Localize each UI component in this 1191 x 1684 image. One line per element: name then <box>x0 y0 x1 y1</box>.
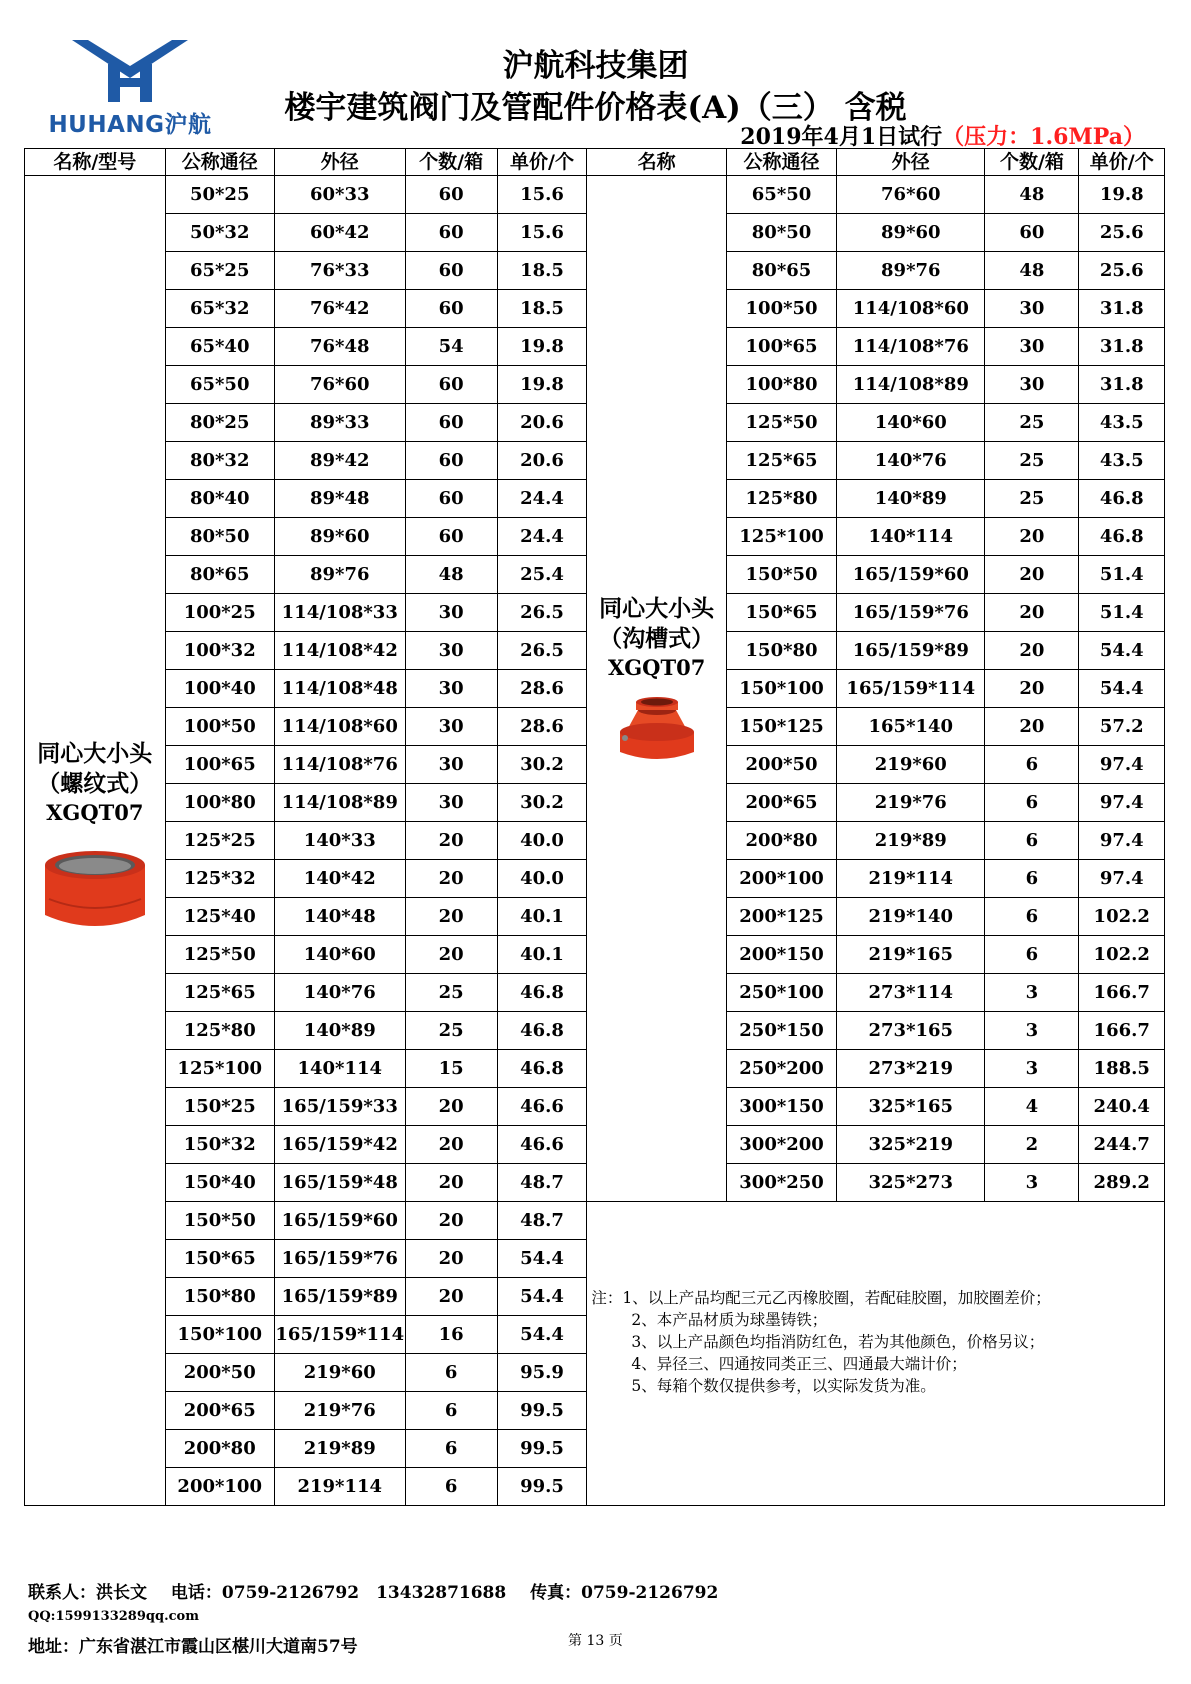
qty-per-box: 16 <box>405 1316 497 1354</box>
unit-price: 46.6 <box>497 1088 587 1126</box>
qty-per-box: 6 <box>985 784 1079 822</box>
outer-diameter: 114/108*60 <box>837 290 985 328</box>
contact-line <box>28 1578 736 1603</box>
nominal-size: 100*50 <box>726 290 836 328</box>
outer-diameter: 165/159*114 <box>837 670 985 708</box>
qty-per-box: 6 <box>985 898 1079 936</box>
nominal-size: 250*200 <box>726 1050 836 1088</box>
nominal-size: 300*150 <box>726 1088 836 1126</box>
unit-price: 31.8 <box>1079 366 1165 404</box>
nominal-size: 125*25 <box>165 822 274 860</box>
price-table <box>24 148 1165 1506</box>
outer-diameter: 165/159*33 <box>274 1088 405 1126</box>
qty-per-box: 20 <box>405 1088 497 1126</box>
unit-price: 57.2 <box>1079 708 1165 746</box>
table-header-row <box>25 149 1165 176</box>
nominal-size: 80*65 <box>165 556 274 594</box>
unit-price: 18.5 <box>497 290 587 328</box>
outer-diameter: 273*219 <box>837 1050 985 1088</box>
grooved-reducer-image <box>587 694 726 784</box>
nominal-size: 200*80 <box>165 1430 274 1468</box>
nominal-size: 150*125 <box>726 708 836 746</box>
threaded-reducer-image <box>25 839 165 943</box>
nominal-size: 100*80 <box>165 784 274 822</box>
unit-price: 24.4 <box>497 480 587 518</box>
outer-diameter: 114/108*89 <box>274 784 405 822</box>
unit-price: 15.6 <box>497 214 587 252</box>
qty-per-box: 20 <box>405 1164 497 1202</box>
col-header: 外径 <box>837 149 985 176</box>
qty-per-box: 6 <box>985 936 1079 974</box>
nominal-size: 50*25 <box>165 176 274 214</box>
unit-price: 25.6 <box>1079 214 1165 252</box>
nominal-size: 100*50 <box>165 708 274 746</box>
table-row <box>25 1202 1165 1240</box>
qty-per-box: 20 <box>405 898 497 936</box>
qty-per-box: 30 <box>405 746 497 784</box>
outer-diameter: 89*76 <box>274 556 405 594</box>
outer-diameter: 219*140 <box>837 898 985 936</box>
unit-price: 31.8 <box>1079 328 1165 366</box>
unit-price: 31.8 <box>1079 290 1165 328</box>
unit-price: 40.0 <box>497 822 587 860</box>
qty-per-box: 20 <box>405 936 497 974</box>
qty-per-box: 6 <box>985 860 1079 898</box>
qty-per-box: 6 <box>405 1392 497 1430</box>
col-header: 公称通径 <box>726 149 836 176</box>
qty-per-box: 30 <box>405 594 497 632</box>
unit-price: 102.2 <box>1079 936 1165 974</box>
col-header: 单价/个 <box>497 149 587 176</box>
product-name: 同心大小头 <box>599 594 715 622</box>
outer-diameter: 140*60 <box>274 936 405 974</box>
outer-diameter: 325*165 <box>837 1088 985 1126</box>
note-line: 3、以上产品颜色均指消防红色，若为其他颜色，价格另议； <box>631 1333 1045 1351</box>
nominal-size: 150*80 <box>165 1278 274 1316</box>
qty-per-box: 3 <box>985 1012 1079 1050</box>
unit-price: 43.5 <box>1079 404 1165 442</box>
outer-diameter: 165/159*42 <box>274 1126 405 1164</box>
unit-price: 46.6 <box>497 1126 587 1164</box>
qty-per-box: 6 <box>405 1354 497 1392</box>
contact-person: 联系人：洪长文 <box>28 1583 147 1603</box>
qty-per-box: 60 <box>405 176 497 214</box>
unit-price: 97.4 <box>1079 784 1165 822</box>
qty-per-box: 20 <box>405 1202 497 1240</box>
qty-per-box: 6 <box>405 1468 497 1506</box>
nominal-size: 125*100 <box>165 1050 274 1088</box>
nominal-size: 100*25 <box>165 594 274 632</box>
unit-price: 54.4 <box>497 1240 587 1278</box>
outer-diameter: 140*76 <box>837 442 985 480</box>
qty-per-box: 20 <box>985 670 1079 708</box>
effective-date: 2019年4月1日试行 <box>740 124 943 150</box>
unit-price: 46.8 <box>1079 518 1165 556</box>
qty-per-box: 20 <box>405 822 497 860</box>
outer-diameter: 76*60 <box>274 366 405 404</box>
qty-per-box: 20 <box>405 1240 497 1278</box>
unit-price: 30.2 <box>497 746 587 784</box>
company-title: 沪航科技集团 <box>502 48 689 84</box>
unit-price: 46.8 <box>497 974 587 1012</box>
nominal-size: 150*25 <box>165 1088 274 1126</box>
outer-diameter: 114/108*76 <box>837 328 985 366</box>
outer-diameter: 89*48 <box>274 480 405 518</box>
nominal-size: 100*40 <box>165 670 274 708</box>
notes-cell <box>587 1202 1165 1506</box>
outer-diameter: 89*42 <box>274 442 405 480</box>
qty-per-box: 20 <box>985 594 1079 632</box>
nominal-size: 300*250 <box>726 1164 836 1202</box>
qty-per-box: 60 <box>405 518 497 556</box>
outer-diameter: 273*165 <box>837 1012 985 1050</box>
qty-per-box: 60 <box>405 252 497 290</box>
nominal-size: 200*65 <box>726 784 836 822</box>
outer-diameter: 140*42 <box>274 860 405 898</box>
outer-diameter: 165/159*89 <box>837 632 985 670</box>
unit-price: 188.5 <box>1079 1050 1165 1088</box>
col-header: 名称 <box>587 149 727 176</box>
outer-diameter: 114/108*33 <box>274 594 405 632</box>
unit-price: 40.1 <box>497 936 587 974</box>
outer-diameter: 219*76 <box>837 784 985 822</box>
unit-price: 97.4 <box>1079 822 1165 860</box>
contact-fax: 传真：0759-2126792 <box>530 1583 719 1603</box>
col-header: 公称通径 <box>165 149 274 176</box>
product-code: XGQT07 <box>46 799 144 825</box>
outer-diameter: 89*76 <box>837 252 985 290</box>
nominal-size: 125*65 <box>165 974 274 1012</box>
nominal-size: 150*100 <box>726 670 836 708</box>
outer-diameter: 165/159*60 <box>274 1202 405 1240</box>
outer-diameter: 325*273 <box>837 1164 985 1202</box>
nominal-size: 150*50 <box>165 1202 274 1240</box>
outer-diameter: 165/159*76 <box>274 1240 405 1278</box>
nominal-size: 100*80 <box>726 366 836 404</box>
unit-price: 102.2 <box>1079 898 1165 936</box>
qty-per-box: 60 <box>405 404 497 442</box>
outer-diameter: 76*48 <box>274 328 405 366</box>
outer-diameter: 76*60 <box>837 176 985 214</box>
unit-price: 289.2 <box>1079 1164 1165 1202</box>
nominal-size: 80*50 <box>726 214 836 252</box>
nominal-size: 125*40 <box>165 898 274 936</box>
qty-per-box: 6 <box>985 822 1079 860</box>
unit-price: 99.5 <box>497 1430 587 1468</box>
qty-per-box: 60 <box>405 214 497 252</box>
nominal-size: 125*32 <box>165 860 274 898</box>
outer-diameter: 60*42 <box>274 214 405 252</box>
outer-diameter: 165*140 <box>837 708 985 746</box>
nominal-size: 200*100 <box>726 860 836 898</box>
logo-text: HUHANG沪航 <box>48 112 212 138</box>
qty-per-box: 30 <box>405 708 497 746</box>
contact-phone: 电话：0759-2126792 13432871688 <box>170 1583 507 1603</box>
unit-price: 19.8 <box>1079 176 1165 214</box>
outer-diameter: 165/159*76 <box>837 594 985 632</box>
outer-diameter: 114/108*42 <box>274 632 405 670</box>
pressure-rating: （压力：1.6MPa） <box>942 124 1145 150</box>
outer-diameter: 219*60 <box>274 1354 405 1392</box>
nominal-size: 65*50 <box>165 366 274 404</box>
unit-price: 244.7 <box>1079 1126 1165 1164</box>
unit-price: 97.4 <box>1079 746 1165 784</box>
outer-diameter: 140*33 <box>274 822 405 860</box>
nominal-size: 100*32 <box>165 632 274 670</box>
unit-price: 166.7 <box>1079 1012 1165 1050</box>
nominal-size: 65*25 <box>165 252 274 290</box>
nominal-size: 150*50 <box>726 556 836 594</box>
nominal-size: 150*80 <box>726 632 836 670</box>
nominal-size: 150*32 <box>165 1126 274 1164</box>
nominal-size: 150*65 <box>726 594 836 632</box>
unit-price: 51.4 <box>1079 556 1165 594</box>
qty-per-box: 25 <box>985 404 1079 442</box>
unit-price: 48.7 <box>497 1164 587 1202</box>
nominal-size: 300*200 <box>726 1126 836 1164</box>
unit-price: 28.6 <box>497 670 587 708</box>
nominal-size: 80*65 <box>726 252 836 290</box>
qty-per-box: 20 <box>405 860 497 898</box>
unit-price: 166.7 <box>1079 974 1165 1012</box>
unit-price: 18.5 <box>497 252 587 290</box>
unit-price: 95.9 <box>497 1354 587 1392</box>
qty-per-box: 6 <box>405 1430 497 1468</box>
outer-diameter: 140*89 <box>837 480 985 518</box>
outer-diameter: 219*60 <box>837 746 985 784</box>
unit-price: 97.4 <box>1079 860 1165 898</box>
nominal-size: 150*65 <box>165 1240 274 1278</box>
grooved-reducer-icon <box>612 694 702 780</box>
unit-price: 54.4 <box>1079 670 1165 708</box>
outer-diameter: 114/108*76 <box>274 746 405 784</box>
qty-per-box: 2 <box>985 1126 1079 1164</box>
unit-price: 20.6 <box>497 404 587 442</box>
unit-price: 54.4 <box>1079 632 1165 670</box>
unit-price: 30.2 <box>497 784 587 822</box>
unit-price: 46.8 <box>497 1012 587 1050</box>
nominal-size: 65*40 <box>165 328 274 366</box>
qty-per-box: 20 <box>985 632 1079 670</box>
nominal-size: 125*50 <box>726 404 836 442</box>
nominal-size: 125*80 <box>165 1012 274 1050</box>
qty-per-box: 20 <box>985 708 1079 746</box>
qty-per-box: 48 <box>985 176 1079 214</box>
qty-per-box: 30 <box>985 328 1079 366</box>
product-type: （沟槽式） <box>599 624 715 652</box>
outer-diameter: 114/108*60 <box>274 708 405 746</box>
outer-diameter: 76*33 <box>274 252 405 290</box>
outer-diameter: 325*219 <box>837 1126 985 1164</box>
price-list-title: 楼宇建筑阀门及管配件价格表(A)（三） 含税 <box>284 90 907 126</box>
outer-diameter: 273*114 <box>837 974 985 1012</box>
unit-price: 40.0 <box>497 860 587 898</box>
unit-price: 28.6 <box>497 708 587 746</box>
qty-per-box: 25 <box>985 480 1079 518</box>
qty-per-box: 25 <box>405 1012 497 1050</box>
qty-per-box: 30 <box>985 290 1079 328</box>
nominal-size: 80*40 <box>165 480 274 518</box>
product-cell-product_left <box>25 176 166 1506</box>
unit-price: 15.6 <box>497 176 587 214</box>
qty-per-box: 60 <box>405 290 497 328</box>
outer-diameter: 140*89 <box>274 1012 405 1050</box>
nominal-size: 200*65 <box>165 1392 274 1430</box>
outer-diameter: 140*114 <box>274 1050 405 1088</box>
unit-price: 43.5 <box>1079 442 1165 480</box>
nominal-size: 200*125 <box>726 898 836 936</box>
product-type: （螺纹式） <box>37 769 153 797</box>
outer-diameter: 76*42 <box>274 290 405 328</box>
table-row <box>25 176 1165 214</box>
outer-diameter: 114/108*48 <box>274 670 405 708</box>
nominal-size: 80*50 <box>165 518 274 556</box>
unit-price: 19.8 <box>497 328 587 366</box>
unit-price: 25.6 <box>1079 252 1165 290</box>
outer-diameter: 165/159*114 <box>274 1316 405 1354</box>
nominal-size: 125*80 <box>726 480 836 518</box>
unit-price: 26.5 <box>497 594 587 632</box>
nominal-size: 80*32 <box>165 442 274 480</box>
qty-per-box: 60 <box>405 366 497 404</box>
nominal-size: 200*80 <box>726 822 836 860</box>
qty-per-box: 30 <box>985 366 1079 404</box>
qty-per-box: 25 <box>985 442 1079 480</box>
note-line: 2、本产品材质为球墨铸铁； <box>631 1311 828 1329</box>
qty-per-box: 3 <box>985 974 1079 1012</box>
qty-per-box: 20 <box>405 1278 497 1316</box>
note-line: 注：1、以上产品均配三元乙丙橡胶圈，若配硅胶圈，加胶圈差价； <box>591 1289 1051 1307</box>
nominal-size: 125*50 <box>165 936 274 974</box>
qty-per-box: 20 <box>985 518 1079 556</box>
unit-price: 240.4 <box>1079 1088 1165 1126</box>
col-header: 名称/型号 <box>25 149 166 176</box>
col-header: 个数/箱 <box>985 149 1079 176</box>
qty-per-box: 30 <box>405 784 497 822</box>
qty-per-box: 48 <box>985 252 1079 290</box>
unit-price: 25.4 <box>497 556 587 594</box>
unit-price: 54.4 <box>497 1316 587 1354</box>
nominal-size: 50*32 <box>165 214 274 252</box>
outer-diameter: 165/159*60 <box>837 556 985 594</box>
nominal-size: 80*25 <box>165 404 274 442</box>
outer-diameter: 140*60 <box>837 404 985 442</box>
nominal-size: 200*100 <box>165 1468 274 1506</box>
nominal-size: 200*150 <box>726 936 836 974</box>
nominal-size: 150*100 <box>165 1316 274 1354</box>
qty-per-box: 54 <box>405 328 497 366</box>
unit-price: 48.7 <box>497 1202 587 1240</box>
table-body <box>25 176 1165 1506</box>
qty-per-box: 48 <box>405 556 497 594</box>
col-header: 个数/箱 <box>405 149 497 176</box>
page-number: 第 13 页 <box>568 1633 623 1649</box>
qty-per-box: 6 <box>985 746 1079 784</box>
unit-price: 24.4 <box>497 518 587 556</box>
nominal-size: 150*40 <box>165 1164 274 1202</box>
outer-diameter: 140*114 <box>837 518 985 556</box>
outer-diameter: 114/108*89 <box>837 366 985 404</box>
qty-per-box: 60 <box>985 214 1079 252</box>
threaded-reducer-icon <box>39 839 151 939</box>
col-header: 外径 <box>274 149 405 176</box>
outer-diameter: 60*33 <box>274 176 405 214</box>
col-header: 单价/个 <box>1079 149 1165 176</box>
product-name: 同心大小头 <box>37 739 153 767</box>
unit-price: 99.5 <box>497 1468 587 1506</box>
outer-diameter: 219*114 <box>274 1468 405 1506</box>
unit-price: 46.8 <box>497 1050 587 1088</box>
nominal-size: 125*100 <box>726 518 836 556</box>
qty-per-box: 4 <box>985 1088 1079 1126</box>
outer-diameter: 165/159*48 <box>274 1164 405 1202</box>
contact-address: 地址：广东省湛江市霞山区椹川大道南57号 <box>28 1637 358 1657</box>
unit-price: 99.5 <box>497 1392 587 1430</box>
qty-per-box: 20 <box>405 1126 497 1164</box>
outer-diameter: 165/159*89 <box>274 1278 405 1316</box>
outer-diameter: 89*60 <box>837 214 985 252</box>
product-code: XGQT07 <box>607 654 706 680</box>
outer-diameter: 219*114 <box>837 860 985 898</box>
outer-diameter: 89*33 <box>274 404 405 442</box>
qty-per-box: 30 <box>405 670 497 708</box>
nominal-size: 250*150 <box>726 1012 836 1050</box>
nominal-size: 100*65 <box>165 746 274 784</box>
qty-per-box: 60 <box>405 480 497 518</box>
nominal-size: 125*65 <box>726 442 836 480</box>
unit-price: 40.1 <box>497 898 587 936</box>
qty-per-box: 60 <box>405 442 497 480</box>
nominal-size: 100*65 <box>726 328 836 366</box>
outer-diameter: 89*60 <box>274 518 405 556</box>
qty-per-box: 20 <box>985 556 1079 594</box>
unit-price: 46.8 <box>1079 480 1165 518</box>
outer-diameter: 140*76 <box>274 974 405 1012</box>
note-line: 4、异径三、四通按同类正三、四通最大端计价； <box>631 1355 967 1373</box>
nominal-size: 65*32 <box>165 290 274 328</box>
outer-diameter: 140*48 <box>274 898 405 936</box>
product-cell-product_right <box>587 176 727 1202</box>
unit-price: 54.4 <box>497 1278 587 1316</box>
nominal-size: 200*50 <box>165 1354 274 1392</box>
unit-price: 20.6 <box>497 442 587 480</box>
nominal-size: 65*50 <box>726 176 836 214</box>
unit-price: 51.4 <box>1079 594 1165 632</box>
outer-diameter: 219*89 <box>274 1430 405 1468</box>
outer-diameter: 219*76 <box>274 1392 405 1430</box>
nominal-size: 200*50 <box>726 746 836 784</box>
nominal-size: 250*100 <box>726 974 836 1012</box>
unit-price: 26.5 <box>497 632 587 670</box>
unit-price: 19.8 <box>497 366 587 404</box>
effective-date-line <box>740 120 1145 151</box>
qty-per-box: 25 <box>405 974 497 1012</box>
note-line: 5、每箱个数仅提供参考，以实际发货为准。 <box>631 1377 936 1395</box>
outer-diameter: 219*89 <box>837 822 985 860</box>
qty-per-box: 3 <box>985 1164 1079 1202</box>
qty-per-box: 3 <box>985 1050 1079 1088</box>
outer-diameter: 219*165 <box>837 936 985 974</box>
qty-per-box: 15 <box>405 1050 497 1088</box>
contact-qq: QQ:1599133289qq.com <box>28 1609 199 1624</box>
qty-per-box: 30 <box>405 632 497 670</box>
